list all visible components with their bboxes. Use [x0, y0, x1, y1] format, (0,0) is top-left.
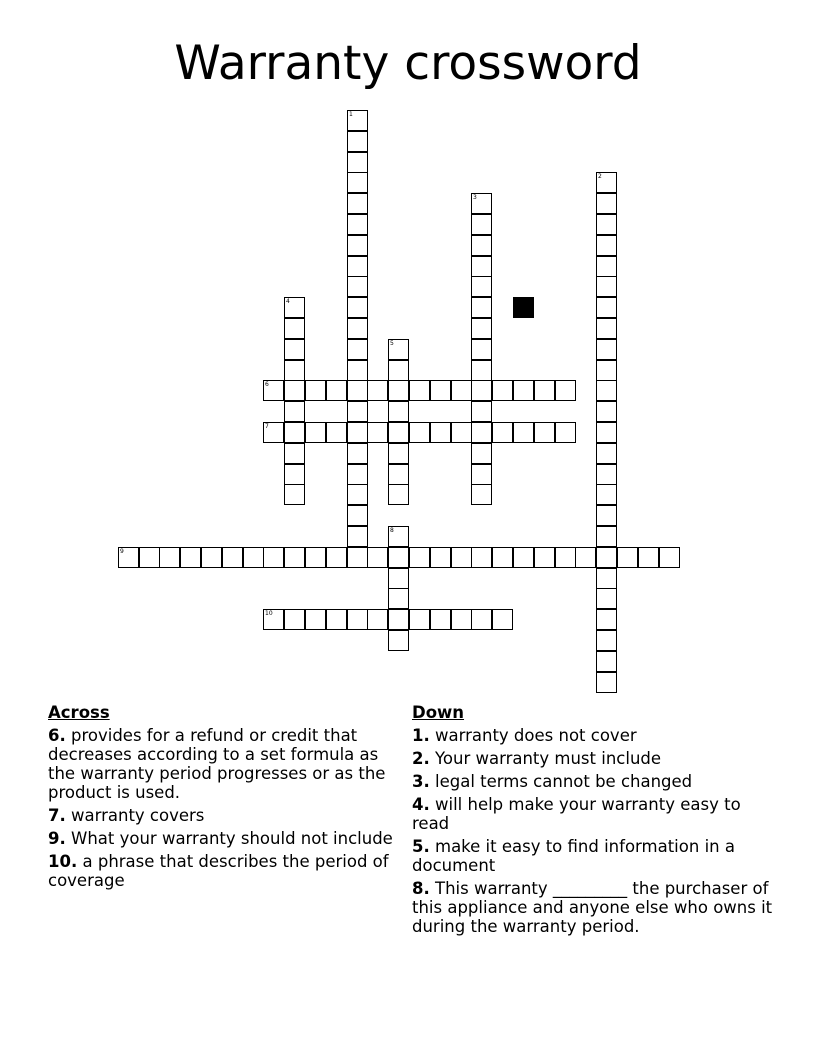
- grid-cell[interactable]: [534, 422, 555, 443]
- grid-cell[interactable]: [347, 609, 368, 630]
- cell-number: 9: [120, 548, 124, 555]
- grid-cell[interactable]: [409, 380, 430, 401]
- grid-cell[interactable]: [367, 422, 388, 443]
- grid-cell[interactable]: [347, 172, 368, 193]
- cell-number: 1: [349, 111, 353, 118]
- grid-cell[interactable]: [326, 609, 347, 630]
- grid-cell[interactable]: [284, 464, 305, 485]
- grid-cell[interactable]: [471, 484, 492, 505]
- grid-cell[interactable]: [471, 547, 492, 568]
- cell-number: 4: [286, 298, 290, 305]
- grid-cell[interactable]: [263, 422, 284, 443]
- grid-cell[interactable]: [388, 630, 409, 651]
- grid-cell[interactable]: [575, 547, 596, 568]
- grid-cell[interactable]: [388, 443, 409, 464]
- grid-cell[interactable]: [388, 360, 409, 381]
- grid-cell[interactable]: [388, 422, 409, 443]
- grid-cell[interactable]: [388, 547, 409, 568]
- clue-number: 10.: [48, 852, 78, 871]
- grid-cell[interactable]: [596, 464, 617, 485]
- grid-cell[interactable]: [471, 214, 492, 235]
- black-square: [513, 297, 534, 318]
- grid-cell[interactable]: [284, 360, 305, 381]
- clue-down-3: [412, 772, 774, 791]
- grid-cell[interactable]: [596, 526, 617, 547]
- clue-across-7: [48, 806, 398, 825]
- grid-cell[interactable]: [471, 256, 492, 277]
- grid-cell[interactable]: [367, 547, 388, 568]
- grid-cell[interactable]: [284, 401, 305, 422]
- grid-cell[interactable]: [596, 276, 617, 297]
- cell-number: 8: [390, 527, 394, 534]
- grid-cell[interactable]: [347, 235, 368, 256]
- grid-cell[interactable]: [596, 651, 617, 672]
- grid-cell[interactable]: [430, 422, 451, 443]
- grid-cell[interactable]: [347, 193, 368, 214]
- clue-text: make it easy to find information in a document: [412, 837, 735, 875]
- grid-cell[interactable]: [347, 339, 368, 360]
- grid-cell[interactable]: [596, 630, 617, 651]
- grid-cell[interactable]: [305, 380, 326, 401]
- grid-cell[interactable]: [263, 547, 284, 568]
- grid-cell[interactable]: [347, 380, 368, 401]
- grid-cell[interactable]: [347, 256, 368, 277]
- grid-cell[interactable]: [388, 588, 409, 609]
- grid-cell[interactable]: [388, 568, 409, 589]
- grid-cell[interactable]: [367, 380, 388, 401]
- grid-cell[interactable]: [596, 380, 617, 401]
- grid-cell[interactable]: [471, 193, 492, 214]
- grid-cell[interactable]: [471, 401, 492, 422]
- grid-cell[interactable]: [555, 380, 576, 401]
- grid-cell[interactable]: [638, 547, 659, 568]
- grid-cell[interactable]: [430, 380, 451, 401]
- grid-cell[interactable]: [430, 547, 451, 568]
- clue-down-5: [412, 837, 774, 875]
- grid-cell[interactable]: [471, 297, 492, 318]
- grid-cell[interactable]: [159, 547, 180, 568]
- grid-cell[interactable]: [347, 131, 368, 152]
- grid-cell[interactable]: [305, 547, 326, 568]
- grid-cell[interactable]: [471, 464, 492, 485]
- grid-cell[interactable]: [471, 380, 492, 401]
- clue-text: What your warranty should not include: [71, 829, 393, 848]
- grid-cell[interactable]: [596, 256, 617, 277]
- grid-cell[interactable]: [263, 380, 284, 401]
- grid-cell[interactable]: [471, 443, 492, 464]
- grid-cell[interactable]: [596, 193, 617, 214]
- grid-cell[interactable]: [347, 464, 368, 485]
- grid-cell[interactable]: [347, 484, 368, 505]
- grid-cell[interactable]: [471, 276, 492, 297]
- grid-cell[interactable]: [139, 547, 160, 568]
- grid-cell[interactable]: [451, 422, 472, 443]
- grid-cell[interactable]: [388, 380, 409, 401]
- grid-cell[interactable]: [513, 380, 534, 401]
- grid-cell[interactable]: [471, 422, 492, 443]
- grid-cell[interactable]: [513, 547, 534, 568]
- grid-cell[interactable]: [451, 380, 472, 401]
- grid-cell[interactable]: [430, 609, 451, 630]
- grid-cell[interactable]: [451, 609, 472, 630]
- clue-down-1: [412, 726, 774, 745]
- grid-cell[interactable]: [596, 422, 617, 443]
- grid-cell[interactable]: [347, 547, 368, 568]
- clue-number: 6.: [48, 726, 66, 745]
- grid-cell[interactable]: [388, 339, 409, 360]
- grid-cell[interactable]: [284, 547, 305, 568]
- clue-text: provides for a refund or credit that decreases according to a set formula as the warranty period progresses or as the product is used.: [48, 726, 386, 802]
- clue-across-9: [48, 829, 398, 848]
- clue-number: 1.: [412, 726, 430, 745]
- grid-cell[interactable]: [118, 547, 139, 568]
- clue-text: warranty covers: [71, 806, 205, 825]
- grid-cell[interactable]: [347, 526, 368, 547]
- grid-cell[interactable]: [596, 318, 617, 339]
- grid-cell[interactable]: [596, 505, 617, 526]
- grid-cell[interactable]: [534, 380, 555, 401]
- grid-cell[interactable]: [492, 422, 513, 443]
- grid-cell[interactable]: [471, 360, 492, 381]
- grid-cell[interactable]: [596, 360, 617, 381]
- grid-cell[interactable]: [596, 568, 617, 589]
- grid-cell[interactable]: [596, 484, 617, 505]
- clue-text: legal terms cannot be changed: [435, 772, 693, 791]
- grid-cell[interactable]: [409, 609, 430, 630]
- clue-text: a phrase that describes the period of coverage: [48, 852, 389, 890]
- clue-down-8: [412, 879, 774, 936]
- grid-cell[interactable]: [388, 484, 409, 505]
- grid-cell[interactable]: [367, 609, 388, 630]
- grid-cell[interactable]: [492, 547, 513, 568]
- grid-cell[interactable]: [347, 505, 368, 526]
- grid-cell[interactable]: [596, 235, 617, 256]
- grid-cell[interactable]: [409, 547, 430, 568]
- across-heading: Across: [48, 703, 110, 722]
- clue-down-4: [412, 795, 774, 833]
- grid-cell[interactable]: [326, 422, 347, 443]
- grid-cell[interactable]: [555, 422, 576, 443]
- grid-cell[interactable]: [347, 152, 368, 173]
- clue-number: 9.: [48, 829, 66, 848]
- grid-cell[interactable]: [388, 526, 409, 547]
- grid-cell[interactable]: [284, 318, 305, 339]
- grid-cell[interactable]: [596, 214, 617, 235]
- cell-number: 3: [473, 194, 477, 201]
- cell-number: 10: [265, 610, 273, 617]
- grid-cell[interactable]: [513, 422, 534, 443]
- grid-cell[interactable]: [388, 401, 409, 422]
- grid-cell[interactable]: [326, 547, 347, 568]
- grid-cell[interactable]: [347, 318, 368, 339]
- grid-cell[interactable]: [492, 380, 513, 401]
- grid-cell[interactable]: [492, 609, 513, 630]
- grid-cell[interactable]: [471, 318, 492, 339]
- grid-cell[interactable]: [596, 609, 617, 630]
- grid-cell[interactable]: [263, 609, 284, 630]
- grid-cell[interactable]: [284, 380, 305, 401]
- grid-cell[interactable]: [617, 547, 638, 568]
- cell-number: 5: [390, 340, 394, 347]
- grid-cell[interactable]: [180, 547, 201, 568]
- clue-across-10: [48, 852, 398, 890]
- grid-cell[interactable]: [471, 235, 492, 256]
- grid-cell[interactable]: [284, 443, 305, 464]
- grid-cell[interactable]: [659, 547, 680, 568]
- grid-cell[interactable]: [201, 547, 222, 568]
- grid-cell[interactable]: [471, 609, 492, 630]
- grid-cell[interactable]: [471, 339, 492, 360]
- grid-cell[interactable]: [451, 547, 472, 568]
- clue-text: Your warranty must include: [435, 749, 662, 768]
- clue-number: 3.: [412, 772, 430, 791]
- grid-cell[interactable]: [596, 547, 617, 568]
- clue-across-6: [48, 726, 398, 802]
- clue-down-2: [412, 749, 774, 768]
- across-clues: [48, 703, 398, 894]
- grid-cell[interactable]: [596, 588, 617, 609]
- grid-cell[interactable]: [243, 547, 264, 568]
- cell-number: 6: [265, 381, 269, 388]
- grid-cell[interactable]: [388, 464, 409, 485]
- clue-number: 2.: [412, 749, 430, 768]
- grid-cell[interactable]: [284, 609, 305, 630]
- clue-text: This warranty _________ the purchaser of this appliance and anyone else who owns it during the warranty period.: [412, 879, 773, 936]
- grid-cell[interactable]: [534, 547, 555, 568]
- grid-cell[interactable]: [347, 297, 368, 318]
- grid-cell[interactable]: [284, 297, 305, 318]
- grid-cell[interactable]: [284, 484, 305, 505]
- grid-cell[interactable]: [347, 276, 368, 297]
- grid-cell[interactable]: [326, 380, 347, 401]
- grid-cell[interactable]: [347, 401, 368, 422]
- clue-text: warranty does not cover: [435, 726, 637, 745]
- clue-text: will help make your warranty easy to read: [412, 795, 741, 833]
- grid-cell[interactable]: [596, 401, 617, 422]
- cell-number: 2: [598, 173, 602, 180]
- grid-cell[interactable]: [347, 110, 368, 131]
- grid-cell[interactable]: [222, 547, 243, 568]
- clue-number: 7.: [48, 806, 66, 825]
- grid-cell[interactable]: [347, 214, 368, 235]
- down-heading: Down: [412, 703, 465, 722]
- grid-cell[interactable]: [305, 609, 326, 630]
- grid-cell[interactable]: [347, 443, 368, 464]
- clue-number: 4.: [412, 795, 430, 814]
- grid-cell[interactable]: [555, 547, 576, 568]
- page-title: Warranty crossword: [174, 36, 642, 91]
- grid-cell[interactable]: [596, 172, 617, 193]
- grid-cell[interactable]: [409, 422, 430, 443]
- grid-cell[interactable]: [596, 672, 617, 693]
- down-clues: [412, 703, 774, 940]
- grid-cell[interactable]: [388, 609, 409, 630]
- grid-cell[interactable]: [596, 297, 617, 318]
- grid-cell[interactable]: [347, 360, 368, 381]
- grid-cell[interactable]: [596, 443, 617, 464]
- cell-number: 7: [265, 423, 269, 430]
- grid-cell[interactable]: [596, 339, 617, 360]
- clue-number: 5.: [412, 837, 430, 856]
- grid-cell[interactable]: [305, 422, 326, 443]
- clue-number: 8.: [412, 879, 430, 898]
- grid-cell[interactable]: [284, 339, 305, 360]
- grid-cell[interactable]: [347, 422, 368, 443]
- grid-cell[interactable]: [284, 422, 305, 443]
